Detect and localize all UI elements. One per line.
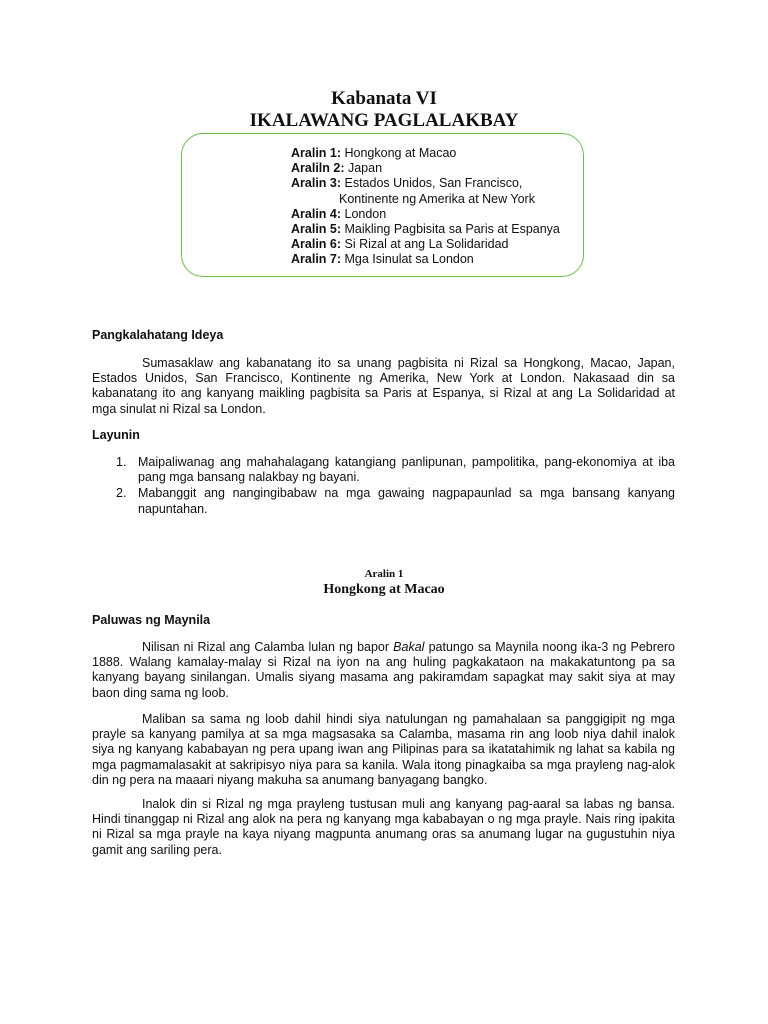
lesson-list-item: Aralin 5: Maikling Pagbisita sa Paris at Espanya (291, 222, 560, 237)
lesson-list-item: Aralin 1: Hongkong at Macao (291, 146, 457, 160)
objectives-heading: Layunin (92, 428, 140, 442)
lesson-list-item: Aralin 7: Mga Isinulat sa London (291, 252, 474, 267)
objectives-list (92, 455, 675, 518)
lesson-list (291, 146, 560, 268)
section-heading: Paluwas ng Maynila (92, 613, 211, 627)
lesson-label: Aralin 1 (364, 568, 404, 580)
lesson-title: Hongkong at Macao (323, 582, 445, 597)
lesson-paragraph-3: Inalok din si Rizal ng mga prayleng tustusan muli ang kanyang pag-aaral sa labas ng bansa. Hindi tinanggap ni Rizal ang alok na pera ng kanyang mga kababayan o ng mga prayle. Nais ring ipakita ni Rizal sa mga prayle na kaya niyang magpunta anumang oras sa anumang lugar na gugustuhin niya gamit ang sariling pera. (92, 797, 675, 857)
chapter-title: IKALAWANG PAGLALAKBAY (249, 110, 519, 131)
lesson-list-item-continued: Kontinente ng Amerika at New York (339, 191, 535, 206)
chapter-header (0, 88, 768, 132)
objective-item: 2. Mabanggit ang nangingibabaw na mga gawaing nagpapaunlad sa mga bansang kanyang napuntahan. (116, 486, 675, 516)
overview-paragraph: Sumasaklaw ang kabanatang ito sa unang pagbisita ni Rizal sa Hongkong, Macao, Japan, Estados Unidos, San Francisco, Kontinente ng Amerika, New York at London. Nakasaad din sa kabanatang ito ang kanyang maikling pagbisita sa Paris at Espanya, si Rizal at ang La Solidaridad at mga sinulat ni Rizal sa London. (92, 356, 675, 416)
overview-heading: Pangkalahatang Ideya (92, 328, 224, 342)
lesson-list-item: Aralin 6: Si Rizal at ang La Solidaridad (291, 237, 509, 252)
objective-item: 1. Maipaliwanag ang mahahalagang katangiang panlipunan, pampolitika, pang-ekonomiya at iba pang mga bansang nalakbay ng bayani. (116, 455, 675, 485)
lesson-list-item: Araliln 2: Japan (291, 161, 383, 176)
lesson-paragraph-2: Maliban sa sama ng loob dahil hindi siya natulungan ng pamahalaan sa panggigipit ng mga prayle sa kanyang pamilya at sa mga magsasaka sa Calamba, masama rin ang loob niya dahil inalok siya ng kanyang kababayan ng pera upang iwan ang Pilipinas para sa ikatatahimik ng lahat sa kabila ng mga pagmamalasakit at sakripisyo niya para sa kanila. Wala itong pinagkaiba sa mga prayleng nag-alok din ng pera na maaari niyang makuha sa anumang banyagang bangko. (92, 712, 675, 787)
lesson-list-box (181, 133, 584, 277)
lesson-list-item: Aralin 3: Estados Unidos, San Francisco, (291, 176, 523, 191)
lesson-list-item: Aralin 4: London (291, 206, 387, 221)
lesson-paragraph-1: Nilisan ni Rizal ang Calamba lulan ng bapor Bakal patungo sa Maynila noong ika-3 ng Pebrero 1888. Walang kamalay-malay si Rizal na iyon na ang huling pagkakataon na makakatuntong pa sa kanyang bayang sinilangan. Umalis siyang masama ang pakiramdam sapagkat may sakit siya at may baon ding sama ng loob. (92, 640, 675, 700)
chapter-number: Kabanata VI (331, 88, 437, 109)
